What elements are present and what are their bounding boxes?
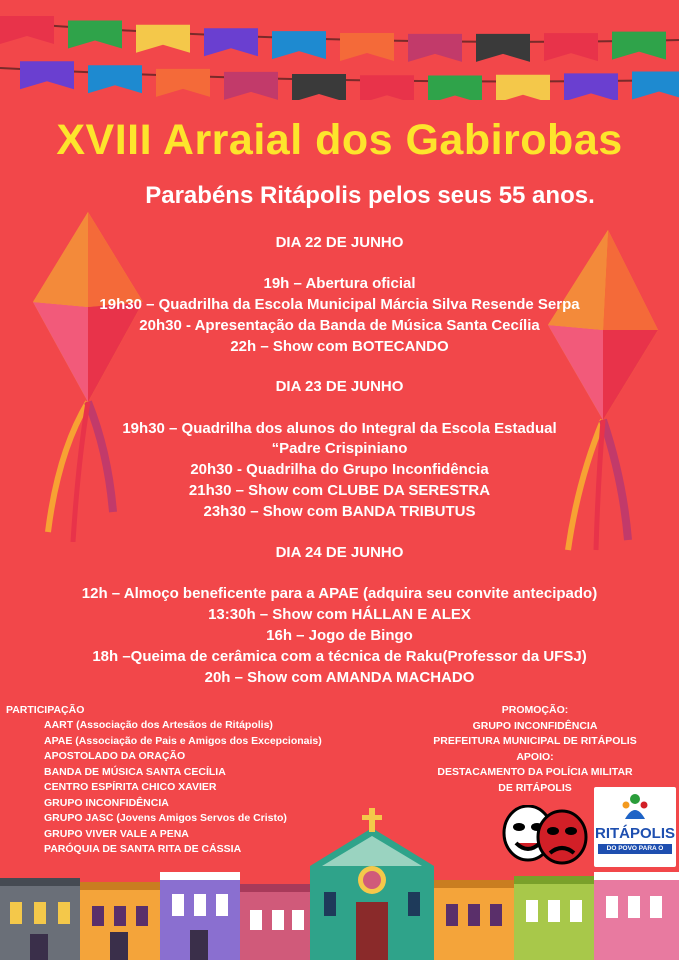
bunting-flag bbox=[544, 33, 598, 61]
bunting-flag bbox=[224, 72, 278, 100]
schedule-item: 19h – Abertura oficial bbox=[263, 275, 416, 292]
bunting-decoration bbox=[0, 0, 679, 100]
participant-item: APAE (Associação de Pais e Amigos dos Excepcionais) bbox=[44, 734, 322, 747]
schedule-item: 16h – Jogo de Bingo bbox=[266, 627, 413, 644]
promotion-line: APOIO: bbox=[516, 750, 554, 763]
logo-name: RITÁPOLIS bbox=[594, 825, 675, 842]
schedule-item: 18h –Queima de cerâmica com a técnica de Raku(Professor da UFSJ) bbox=[92, 648, 587, 665]
schedule-item: 20h30 - Quadrilha do Grupo Inconfidência bbox=[190, 461, 489, 478]
bunting-flag bbox=[612, 32, 666, 60]
schedule-item: 21h30 – Show com CLUBE DA SERESTRA bbox=[188, 482, 491, 499]
logo-tagline: DO POVO PARA O POVO bbox=[598, 844, 672, 854]
day-heading-22: DIA 22 DE JUNHO bbox=[275, 234, 404, 251]
bunting-flag bbox=[156, 69, 210, 97]
bunting-flag bbox=[0, 16, 54, 44]
schedule-item: 20h – Show com AMANDA MACHADO bbox=[204, 669, 475, 686]
schedule-item: 23h30 – Show com BANDA TRIBUTUS bbox=[203, 503, 476, 520]
bunting-flag bbox=[68, 20, 122, 48]
schedule-item: 19h30 – Quadrilha dos alunos do Integral da Escola Estadual bbox=[122, 420, 557, 437]
participant-item: PARÓQUIA DE SANTA RITA DE CÁSSIA bbox=[44, 843, 242, 855]
bunting-flag bbox=[20, 61, 74, 89]
participation-heading: PARTICIPAÇÃO bbox=[6, 704, 85, 716]
promotion-line: PREFEITURA MUNICIPAL DE RITÁPOLIS bbox=[433, 735, 637, 747]
participant-item: CENTRO ESPÍRITA CHICO XAVIER bbox=[44, 781, 217, 793]
bunting-flag bbox=[292, 74, 346, 100]
bunting-flag bbox=[496, 75, 550, 100]
schedule-item: “Padre Crispiniano bbox=[271, 440, 408, 457]
schedule-item: 19h30 – Quadrilha da Escola Municipal Márcia Silva Resende Serpa bbox=[99, 296, 580, 313]
participant-item: GRUPO VIVER VALE A PENA bbox=[44, 827, 189, 840]
bunting-flag bbox=[88, 65, 142, 93]
promotion-line: DE RITÁPOLIS bbox=[498, 781, 572, 794]
participant-item: APOSTOLADO DA ORAÇÃO bbox=[44, 750, 186, 762]
bunting-flag bbox=[136, 25, 190, 53]
bunting-flag bbox=[476, 34, 530, 62]
bunting-flag bbox=[428, 75, 482, 100]
bunting-flag bbox=[272, 31, 326, 59]
day-heading-24: DIA 24 DE JUNHO bbox=[275, 544, 404, 561]
bunting-flag bbox=[340, 33, 394, 61]
colonial-houses-illustration bbox=[0, 806, 679, 960]
day-heading-23: DIA 23 DE JUNHO bbox=[275, 378, 404, 395]
participant-item: GRUPO INCONFIDÊNCIA bbox=[44, 796, 169, 809]
event-title: XVIII Arraial dos Gabirobas bbox=[56, 116, 623, 164]
bunting-flag bbox=[360, 75, 414, 100]
bunting-flag bbox=[408, 34, 462, 62]
participant-item: AART (Associação dos Artesãos de Ritápolis) bbox=[44, 719, 273, 731]
bunting-flag bbox=[564, 73, 618, 100]
schedule-item: 12h – Almoço beneficente para a APAE (adquira seu convite antecipado) bbox=[81, 585, 598, 602]
promotion-line: GRUPO INCONFIDÊNCIA bbox=[472, 719, 598, 732]
participant-item: BANDA DE MÚSICA SANTA CECÍLIA bbox=[44, 765, 226, 778]
bunting-flag bbox=[632, 71, 679, 99]
schedule-item: 20h30 - Apresentação da Banda de Música Santa Cecília bbox=[139, 317, 540, 334]
schedule-item: 22h – Show com BOTECANDO bbox=[230, 338, 449, 355]
bunting-flag bbox=[204, 28, 258, 56]
event-subtitle: Parabéns Ritápolis pelos seus 55 anos. bbox=[145, 182, 595, 209]
schedule-item: 13:30h – Show com HÁLLAN E ALEX bbox=[208, 606, 471, 623]
participant-item: GRUPO JASC (Jovens Amigos Servos de Cristo) bbox=[44, 812, 287, 824]
promotion-block bbox=[400, 703, 670, 796]
promotion-line: PROMOÇÃO: bbox=[501, 704, 569, 716]
promotion-line: DESTACAMENTO DA POLÍCIA MILITAR bbox=[437, 766, 633, 778]
